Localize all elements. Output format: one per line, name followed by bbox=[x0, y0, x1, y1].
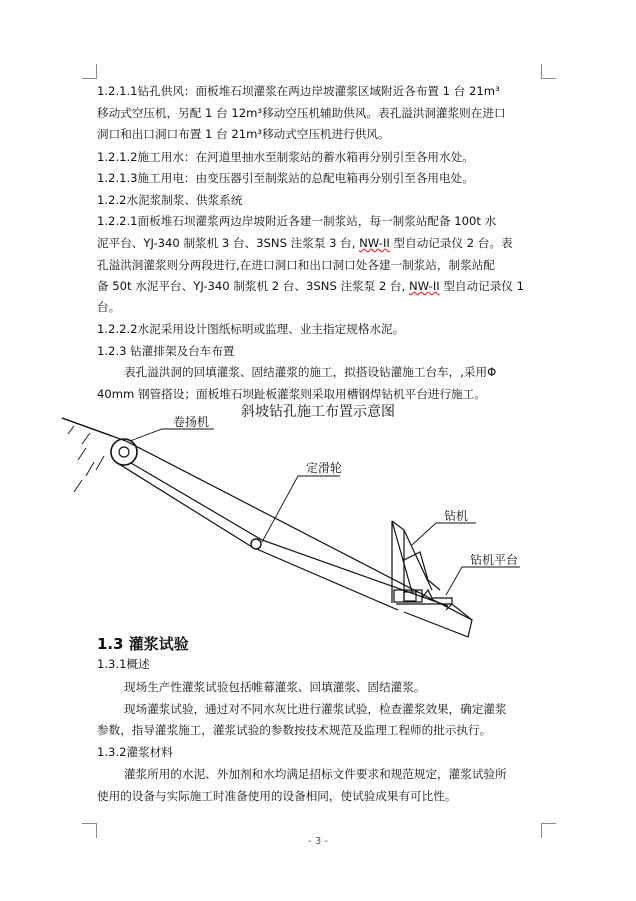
winch-cable bbox=[131, 463, 448, 606]
paragraph-line: 参数，指导灌浆施工，灌浆试验的参数按技术规范及监理工程师的批示执行。 bbox=[97, 723, 492, 737]
section-heading: 1.3.1概述 bbox=[97, 657, 150, 671]
paragraph-line: 移动式空压机，另配 1 台 12m³移动空压机辅助供风。表孔溢洪洞灌浆则在进口 bbox=[97, 106, 506, 120]
winch-leader bbox=[130, 429, 214, 441]
section-heading: 1.2.2水泥浆制浆、供浆系统 bbox=[97, 193, 243, 207]
paragraph-line: 洞口和出口洞口布置 1 台 21m³移动式空压机进行供风。 bbox=[97, 127, 390, 141]
paragraph-line: 现场灌浆试验，通过对不同水灰比进行灌浆试验，检查灌浆效果，确定灌浆 bbox=[124, 702, 507, 716]
drill-label: 钻机 bbox=[444, 509, 469, 523]
winch-label: 卷扬机 bbox=[173, 415, 210, 429]
section-heading: 1.2.3 钻灌排架及台车布置 bbox=[97, 344, 235, 358]
paragraph-line: 现场生产性灌浆试验包括帷幕灌浆、回填灌浆、固结灌浆。 bbox=[124, 680, 426, 694]
paragraph-line: 1.2.2.1面板堆石坝灌浆两边岸坡附近各建一制浆站，每一制浆站配备 100t 水 bbox=[97, 214, 497, 228]
text-span: 泥平台、YJ-340 制浆机 3 台、3SNS 注浆泵 3 台, bbox=[97, 236, 360, 250]
drill-leader bbox=[412, 523, 476, 545]
pulley-label: 定滑轮 bbox=[306, 461, 343, 475]
paragraph-line: 1.2.1.1钻孔供风：面板堆石坝灌浆在两边岸坡灌浆区域附近各布置 1 台 21m³ bbox=[97, 84, 500, 98]
paragraph-line: 台。 bbox=[97, 300, 121, 314]
paragraph-line: 1.2.1.3施工用电：由变压器引至制浆站的总配电箱再分别引至各用电处。 bbox=[97, 171, 474, 185]
platform-leader bbox=[446, 567, 520, 595]
winch-icon bbox=[111, 439, 137, 465]
drill-platform bbox=[396, 590, 472, 620]
figure-title: 斜坡钻孔施工布置示意图 bbox=[241, 404, 395, 420]
paragraph-line: 1.2.2.2水泥采用设计图纸标明或监理、业主指定规格水泥。 bbox=[97, 322, 405, 336]
platform-label: 钻机平台 bbox=[470, 553, 519, 567]
section-heading-1-3: 1.3 灌浆试验 bbox=[97, 635, 189, 653]
paragraph-line: 灌浆所用的水泥、外加剂和水均满足招标文件要求和规范规定，灌浆试验所 bbox=[124, 767, 507, 781]
ground-hatching bbox=[68, 426, 104, 492]
paragraph-line: 表孔溢洪洞的回填灌浆、固结灌浆的施工，拟搭设钻灌施工台车，,采用Φ bbox=[124, 365, 497, 379]
section-heading: 1.3.2灌浆材料 bbox=[97, 745, 173, 759]
drill-mast bbox=[392, 521, 432, 603]
wavy-underlined-text: NW-II bbox=[408, 279, 440, 293]
slope-ground-line-upper bbox=[62, 418, 112, 436]
winch-cable bbox=[119, 464, 398, 610]
paragraph-line: 孔溢洪洞灌浆则分两段进行,在进口洞口和出口洞口处各建一制浆站，制浆站配 bbox=[97, 258, 495, 272]
paragraph-line: 40mm 钢管搭设；面板堆石坝趾板灌浆则采取用槽钢焊钻机平台进行施工。 bbox=[97, 387, 486, 401]
page-number: - 3 - bbox=[308, 836, 328, 847]
text-span: 备 50t 水泥平台、YJ-340 制浆机 2 台、3SNS 注浆泵 2 台, bbox=[97, 279, 409, 293]
winch-hub bbox=[119, 447, 129, 457]
text-span: 型自动记录仪 2 台。表 bbox=[389, 236, 513, 250]
paragraph-line: 使用的设备与实际施工时准备使用的设备相同，使试验成果有可比性。 bbox=[97, 789, 457, 803]
paragraph-line: 1.2.1.2施工用水：在河道里抽水至制浆站的蓄水箱再分别引至各用水处。 bbox=[97, 150, 474, 164]
drill-unit-box bbox=[404, 592, 416, 601]
pulley-icon bbox=[251, 539, 261, 549]
wavy-underlined-text: NW-II bbox=[359, 236, 390, 250]
text-span: 型自动记录仪 1 bbox=[439, 279, 524, 293]
